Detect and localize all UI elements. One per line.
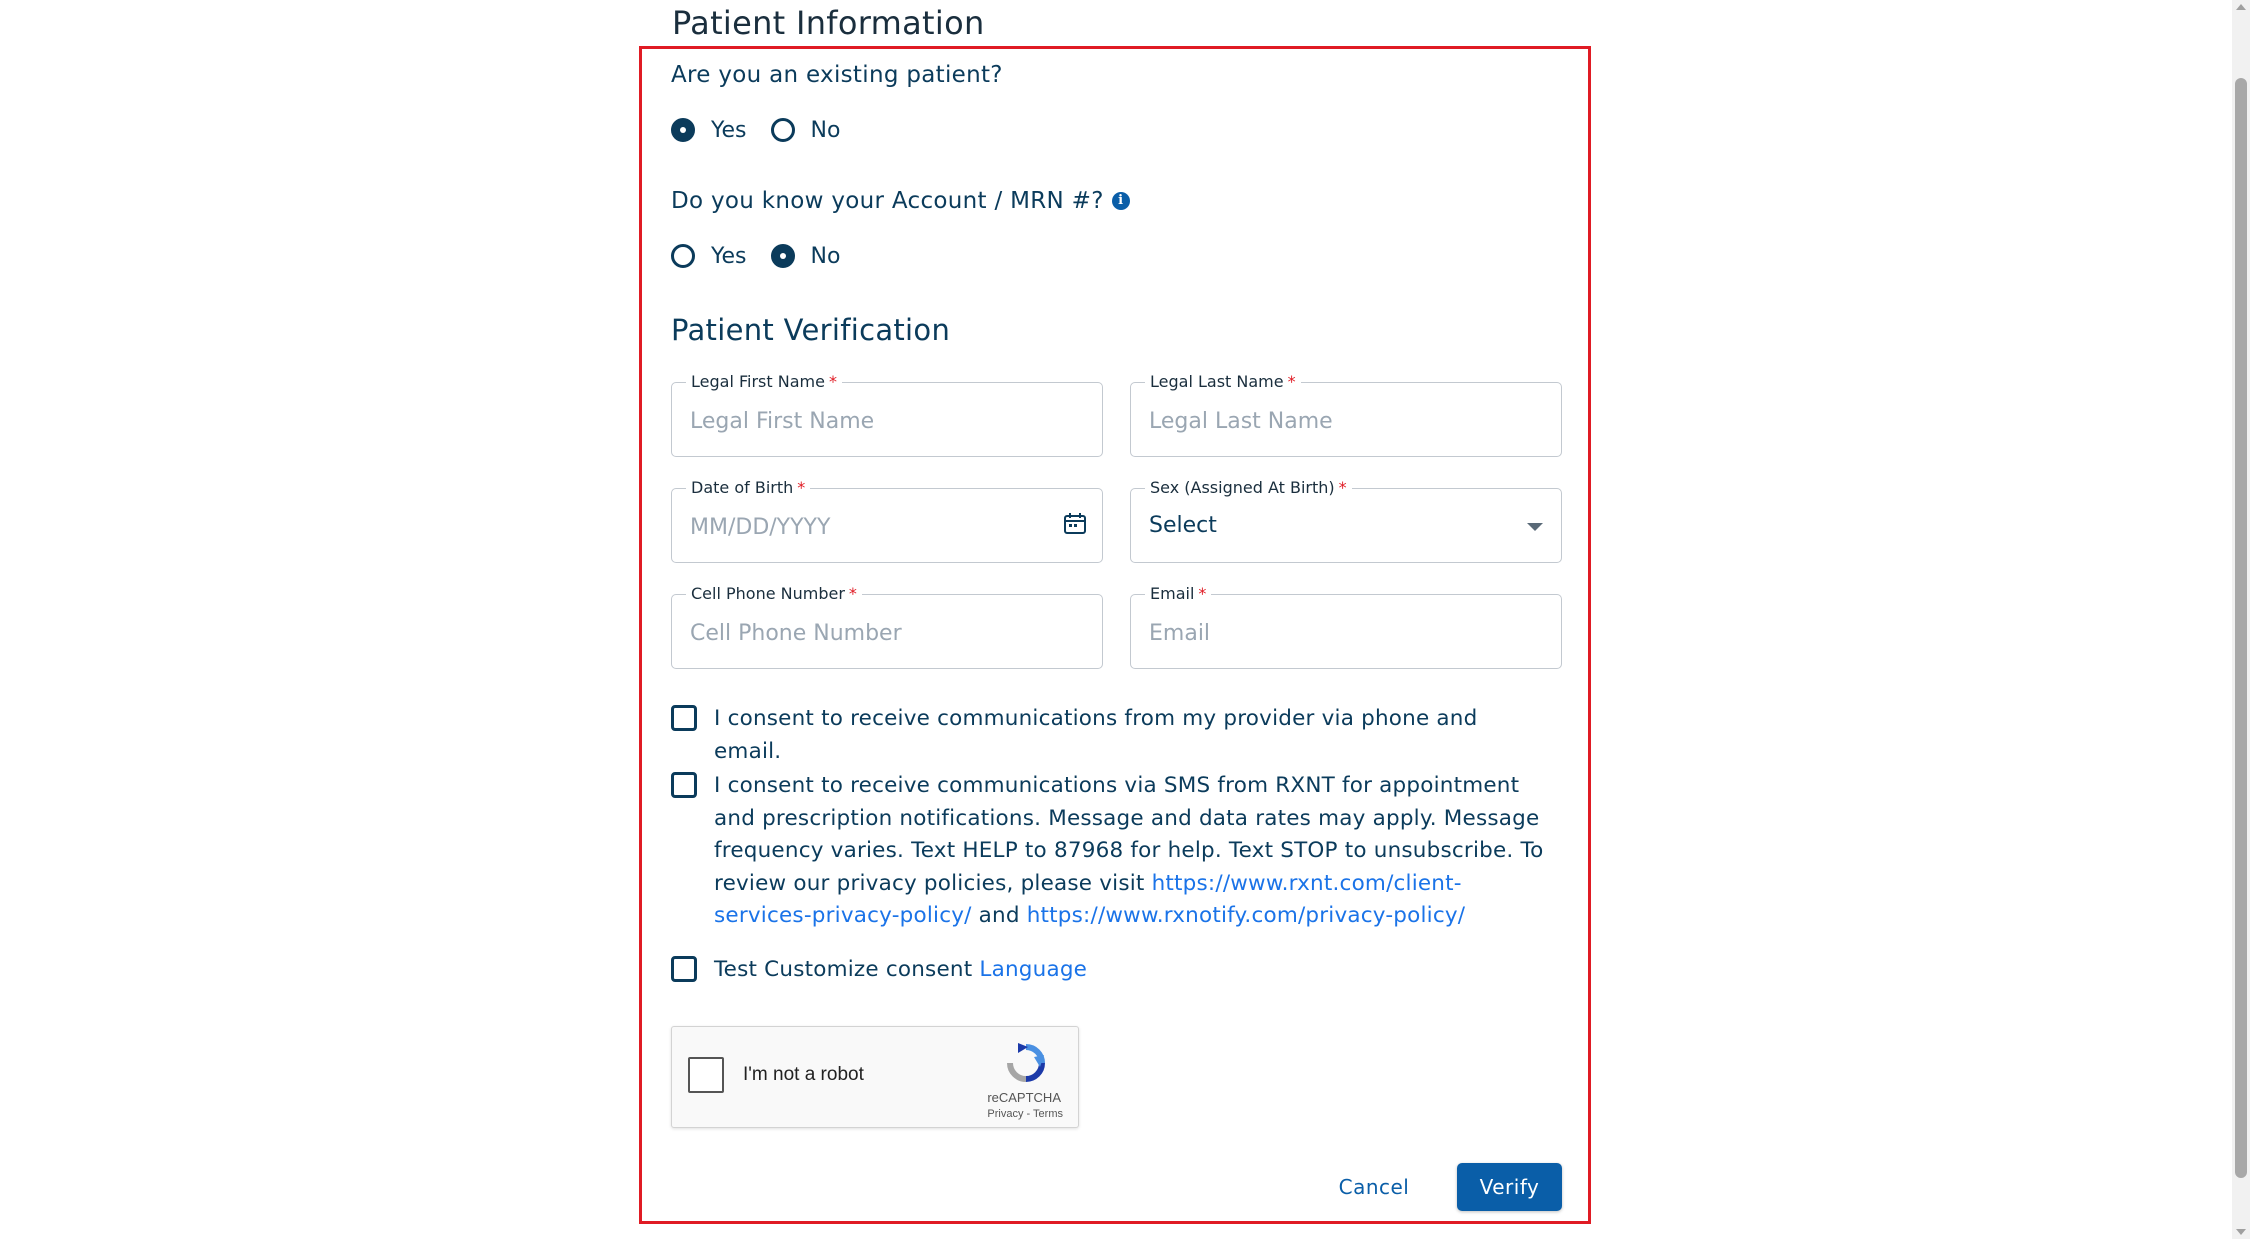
first-name-label — [686, 372, 842, 391]
consent-sms-and: and — [971, 903, 1027, 928]
recaptcha-label: I'm not a robot — [743, 1064, 864, 1085]
know-account-no-label: No — [810, 243, 841, 269]
dob-field[interactable] — [671, 478, 1103, 563]
email-input[interactable] — [1149, 617, 1529, 649]
consent-provider-text: I consent to receive communications from my provider via phone and email. — [714, 706, 1478, 764]
sex-select[interactable] — [1130, 478, 1562, 563]
cell-phone-label-text: Cell Phone Number — [691, 584, 845, 603]
sex-select-value: Select — [1149, 513, 1217, 538]
consent-sms-checkbox[interactable] — [671, 772, 697, 798]
first-name-label-text: Legal First Name — [691, 372, 825, 391]
last-name-field[interactable] — [1130, 372, 1562, 457]
existing-patient-radio-group — [671, 115, 864, 145]
dob-label — [686, 478, 810, 497]
email-label — [1145, 584, 1211, 603]
know-account-question-text: Do you know your Account / MRN #? — [671, 188, 1104, 214]
consent-language-link[interactable]: Language — [979, 957, 1088, 982]
email-label-text: Email — [1150, 584, 1195, 603]
email-field[interactable] — [1130, 584, 1562, 669]
know-account-radio-group — [671, 241, 864, 271]
know-account-no-radio[interactable] — [771, 244, 795, 268]
recaptcha-checkbox[interactable] — [688, 1057, 724, 1093]
required-mark: * — [1338, 478, 1347, 497]
last-name-label — [1145, 372, 1301, 391]
consent-provider-row — [671, 703, 1551, 768]
scroll-down-arrow-icon[interactable] — [2236, 1229, 2246, 1235]
existing-patient-yes-label: Yes — [711, 117, 747, 143]
know-account-yes-radio[interactable] — [671, 244, 695, 268]
chevron-down-icon[interactable] — [1527, 523, 1543, 531]
consent-custom-body: Test Customize consent — [714, 957, 980, 982]
consent-custom-row — [671, 954, 1551, 987]
recaptcha-terms-link[interactable]: Privacy - Terms — [987, 1108, 1063, 1120]
last-name-input[interactable] — [1149, 405, 1529, 437]
consent-sms-row — [671, 770, 1551, 933]
recaptcha-logo-icon — [1004, 1041, 1048, 1085]
cell-phone-input[interactable] — [690, 617, 1070, 649]
sex-label-text: Sex (Assigned At Birth) — [1150, 478, 1335, 497]
consent-custom-checkbox[interactable] — [671, 956, 697, 982]
rxnt-privacy-link[interactable]: https://www.rxnt.com/client-services-privacy-policy/ — [714, 870, 1462, 928]
page-title: Patient Information — [672, 4, 985, 42]
calendar-icon[interactable] — [1062, 511, 1088, 537]
scrollbar-thumb[interactable] — [2235, 78, 2247, 1178]
consent-sms-text — [714, 770, 1551, 933]
required-mark: * — [797, 478, 806, 497]
know-account-question — [671, 188, 1130, 214]
know-account-no-option[interactable] — [771, 244, 841, 269]
cell-phone-label — [686, 584, 862, 603]
cell-phone-field[interactable] — [671, 584, 1103, 669]
required-mark: * — [828, 372, 837, 391]
existing-patient-yes-radio[interactable] — [671, 118, 695, 142]
recaptcha-brand: reCAPTCHA — [987, 1090, 1061, 1105]
page-scrollbar[interactable] — [2232, 0, 2250, 1239]
required-mark: * — [1287, 372, 1296, 391]
existing-patient-no-option[interactable] — [771, 118, 841, 143]
dob-label-text: Date of Birth — [691, 478, 794, 497]
recaptcha-widget — [671, 1026, 1079, 1128]
scroll-up-arrow-icon[interactable] — [2236, 4, 2246, 10]
first-name-field[interactable] — [671, 372, 1103, 457]
consent-custom-text — [714, 954, 1087, 987]
rxnotify-privacy-link[interactable]: https://www.rxnotify.com/privacy-policy/ — [1026, 903, 1466, 928]
existing-patient-question: Are you an existing patient? — [671, 62, 1003, 88]
consent-provider-checkbox[interactable] — [671, 705, 697, 731]
existing-patient-no-radio[interactable] — [771, 118, 795, 142]
last-name-label-text: Legal Last Name — [1150, 372, 1284, 391]
existing-patient-yes-option[interactable] — [671, 118, 747, 143]
first-name-input[interactable] — [690, 405, 1070, 437]
dob-input[interactable] — [690, 511, 1070, 543]
consent-sms-body: I consent to receive communications via SMS from RXNT for appointment and prescription notifications. Message and data rates may apply. Message frequency varies. Text HELP to 87968 for help. Text STOP to unsubscribe. To review our privacy policies, please visit — [714, 773, 1544, 896]
required-mark: * — [1198, 584, 1207, 603]
verify-button[interactable]: Verify — [1457, 1163, 1562, 1211]
sex-label — [1145, 478, 1352, 497]
cancel-button[interactable]: Cancel — [1319, 1163, 1429, 1211]
know-account-yes-option[interactable] — [671, 244, 747, 269]
info-icon[interactable]: i — [1112, 192, 1130, 210]
required-mark: * — [848, 584, 857, 603]
verification-heading: Patient Verification — [671, 313, 951, 347]
know-account-yes-label: Yes — [711, 243, 747, 269]
existing-patient-no-label: No — [810, 117, 841, 143]
